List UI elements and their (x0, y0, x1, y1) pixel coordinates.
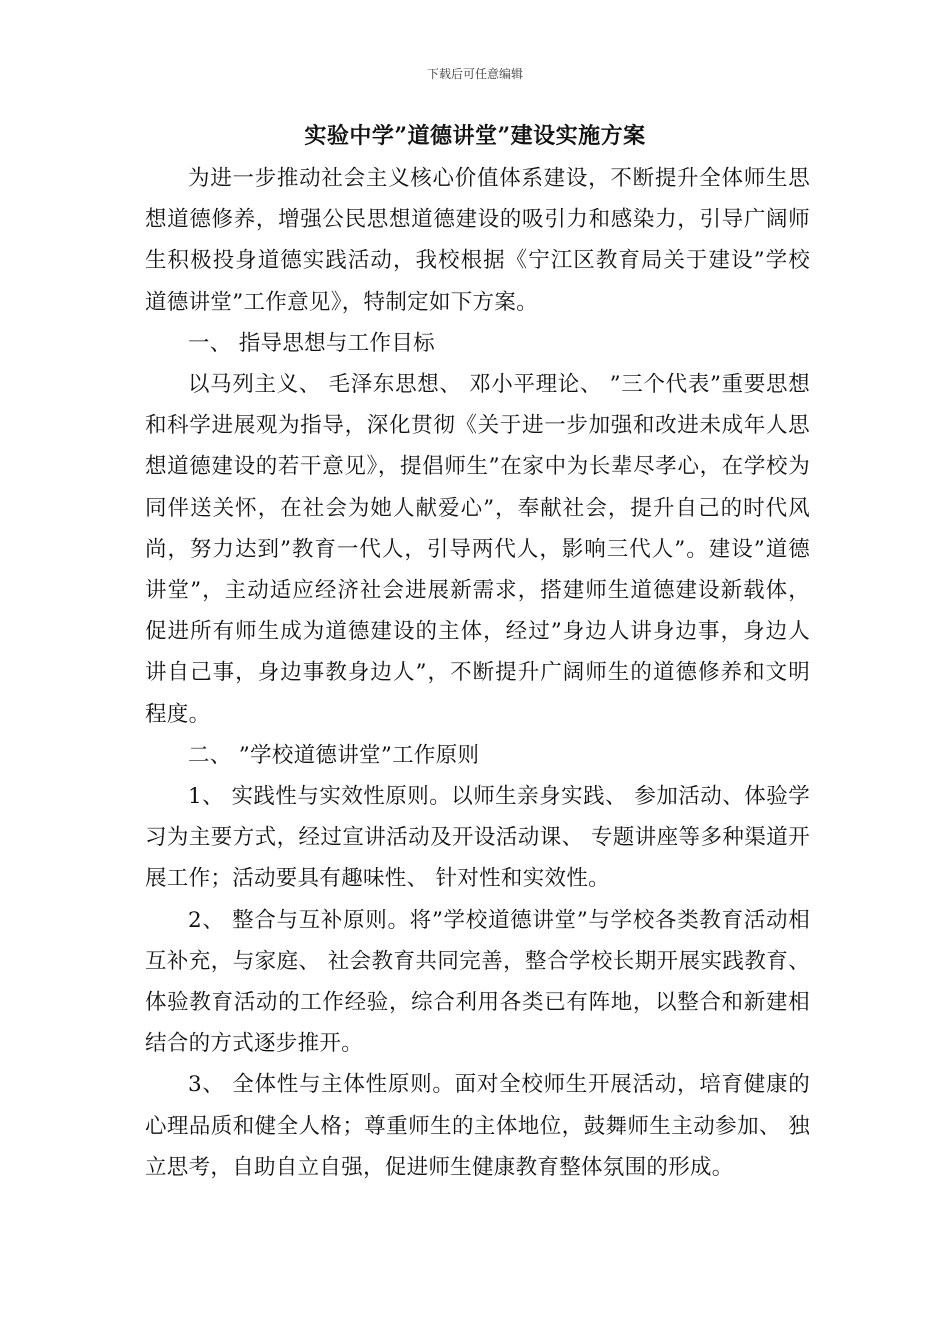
paragraph-intro: 为进一步推动社会主义核心价值体系建设，不断提升全体师生思想道德修养，增强公民思想道德建设的吸引力和感染力，引导广阔师生积极投身道德实践活动，我校根据《宁江区教育局关于建设”学校道德讲堂”工作意见》，特制定如下方案。 (145, 166, 810, 315)
paragraph-principle-2: 2、 整合与互补原则。将”学校道德讲堂”与学校各类教育活动相互补充，与家庭、 社会教育共同完善，整合学校长期开展实践教育、 体验教育活动的工作经验，综合利用各类已有阵地，以整合和新建相结合的方式逐步推开。 (145, 907, 810, 1057)
document-body (145, 158, 810, 1188)
paragraph-principle-1: 1、 实践性与实效性原则。以师生亲身实践、 参加活动、体验学习为主要方式，经过宣讲活动及开设活动课、 专题讲座等多种渠道开展工作；活动要具有趣味性、 针对性和实效性。 (145, 784, 810, 892)
paragraph-guiding-ideology: 以马列主义、 毛泽东思想、 邓小平理论、 ”三个代表”重要思想和科学进展观为指导，深化贯彻《关于进一步加强和改进未成年人思想道德建设的若干意见》，提倡师生”在家中为长辈尽孝心，在学校为同伴送关怀，在社会为她人献爱心”，奉献社会，提升自己的时代风尚，努力达到”教育一代人，引导两代人，影响三代人”。建设”道德讲堂”，主动适应经济社会进展新需求，搭建师生道德建设新载体，促进所有师生成为道德建设的主体，经过”身边人讲身边事，身边人讲自己事，身边事教身边人”，不断提升广阔师生的道德修养和文明程度。 (145, 372, 810, 727)
section-heading-1: 一、 指导思想与工作目标 (188, 330, 435, 356)
document-title: 实验中学”道德讲堂”建设实施方案 (304, 123, 646, 149)
paragraph-principle-3: 3、 全体性与主体性原则。面对全校师生开展活动，培育健康的心理品质和健全人格；尊重师生的主体地位，鼓舞师生主动参加、 独立思考，自助自立自强，促进师生健康教育整体氛围的形成。 (145, 1072, 810, 1180)
page-header-note: 下载后可任意编辑 (426, 67, 523, 81)
section-heading-2: 二、 ”学校道德讲堂”工作原则 (188, 742, 480, 768)
